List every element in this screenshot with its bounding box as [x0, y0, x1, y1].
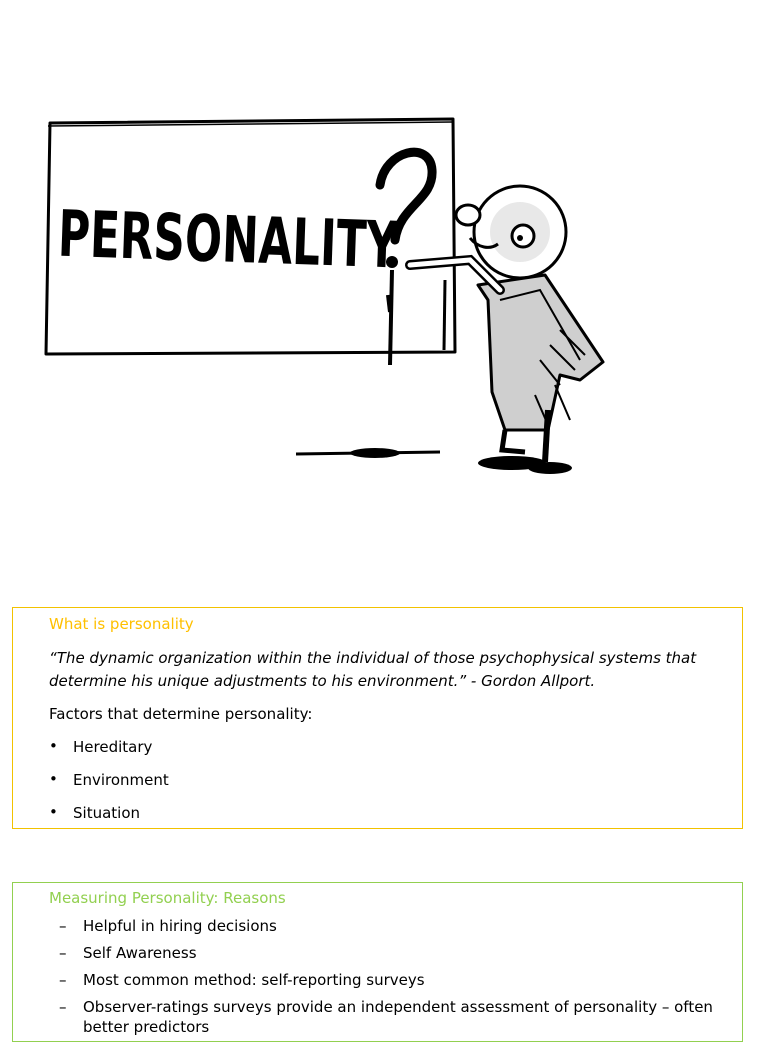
list-item: – Most common method: self-reporting surveys [59, 970, 719, 997]
measuring-personality-box [12, 882, 743, 1042]
sign-lettering: PERSONALITY [56, 197, 558, 290]
what-is-personality-box [12, 607, 743, 829]
section1-heading: What is personality [49, 615, 194, 633]
section2-heading: Measuring Personality: Reasons [49, 889, 286, 907]
factors-list [49, 738, 169, 837]
allport-quote: “The dynamic organization within the individual of those psychophysical systems that determine his unique adjustments to his environment.” - Gordon Allport. [49, 649, 697, 690]
list-item: – Helpful in hiring decisions [59, 916, 719, 943]
list-item: • Situation [49, 804, 169, 837]
list-item: • Environment [49, 771, 169, 804]
list-item: • Hereditary [49, 738, 169, 771]
factors-label: Factors that determine personality: [49, 705, 313, 723]
reasons-list [59, 916, 719, 1036]
list-item: – Self Awareness [59, 943, 719, 970]
list-item: – Observer-ratings surveys provide an independent assessment of personality – often better predictors [59, 997, 719, 1024]
